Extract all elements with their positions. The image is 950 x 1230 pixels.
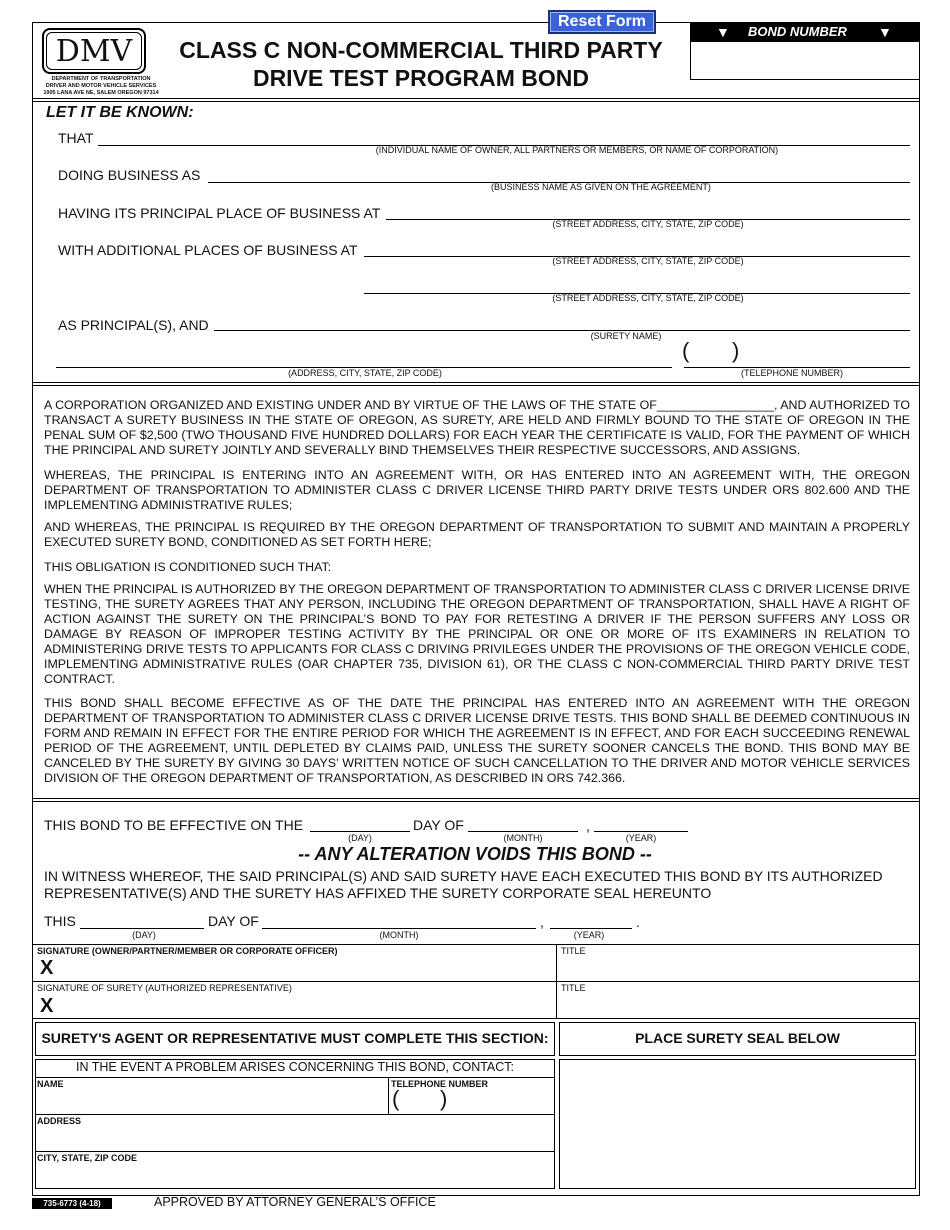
month-caption: (MONTH) bbox=[503, 833, 543, 843]
street-caption: (STREET ADDRESS, CITY, STATE, ZIP CODE) bbox=[552, 219, 744, 229]
address-caption: (ADDRESS, CITY, STATE, ZIP CODE) bbox=[288, 368, 442, 378]
witness-month-input[interactable] bbox=[262, 928, 536, 929]
effective-day-input[interactable] bbox=[310, 831, 410, 832]
surety-title-label: TITLE bbox=[561, 983, 586, 993]
divider bbox=[32, 101, 920, 102]
effective-month-input[interactable] bbox=[468, 831, 578, 832]
arrow-down-icon: ▼ bbox=[716, 24, 730, 40]
month-caption: (MONTH) bbox=[379, 930, 419, 940]
paragraph-surety-bond: A CORPORATION ORGANIZED AND EXISTING UNDER AND BY VIRTUE OF THE LAWS OF THE STATE OF_________________, AND AUTHORIZED TO TRANSACT A SURETY BUSINESS IN THE STATE OF OREGON, AS SURETY, ARE HELD AND FIRMLY BOUND TO THE STATE OF OREGON IN THE PENAL SUM OF $2,500 (TWO THOUSAND FIVE HUNDRED DOLLARS) FOR EACH YEAR THE CERTIFICATE IS VALID, FOR THE PAYMENT OF WHICH THE PRINCIPAL AND SURETY JOINTLY AND SEVERALLY BIND THEMSELVES THEIR RESPECTIVE SUCCESSORS, AND ASSIGNS. bbox=[44, 398, 910, 457]
dba-label: DOING BUSINESS AS bbox=[58, 167, 201, 183]
principals-label: AS PRINCIPAL(S), AND bbox=[58, 317, 209, 333]
paragraph-conditions: WHEN THE PRINCIPAL IS AUTHORIZED BY THE OREGON DEPARTMENT OF TRANSPORTATION TO ADMINISTER CLASS C DRIVER LICENSE DRIVE TESTING, THE SURETY AGREES THAT ANY PERSON, INCLUDING THE OREGON DEPARTMENT OF TRANSPORTATION, SHALL HAVE A RIGHT OF ACTION AGAINST THE SURETY ON THE PRINCIPAL’S BOND TO PAY FOR RETESTING A DRIVER IF THE PERSON SUFFERS ANY LOSS OR DAMAGE BY REASON OF IMPROPER TESTING ACTIVITY BY THE PRINCIPAL OR ONE OR MORE OF ITS EXAMINERS IN RELATION TO ADMINISTERING DRIVE TESTS TO APPLICANTS FOR CLASS C DRIVING PRIVILEGES UNDER THE PROVISIONS OF THE OREGON VEHICLE CODE, IMPLEMENTING ADMINISTRATIVE RULES (OAR CHAPTER 735, DIVISION 61), OR THE CLASS C NON-COMMERCIAL THIRD PARTY DRIVE TEST CONTRACT. bbox=[44, 582, 910, 686]
day-caption: (DAY) bbox=[348, 833, 372, 843]
effective-year-input[interactable] bbox=[594, 831, 688, 832]
divider bbox=[32, 981, 920, 982]
arrow-down-icon: ▼ bbox=[878, 24, 892, 40]
form-number: 735-6773 (4-18) bbox=[32, 1198, 112, 1209]
bond-number-label: BOND NUMBER bbox=[748, 24, 847, 39]
owner-signature-input[interactable] bbox=[60, 958, 550, 980]
phone-caption: (TELEPHONE NUMBER) bbox=[740, 368, 843, 378]
seal-heading: PLACE SURETY SEAL BELOW bbox=[635, 1030, 840, 1046]
divider bbox=[32, 944, 920, 945]
alteration-warning: -- ANY ALTERATION VOIDS THIS BOND -- bbox=[298, 844, 652, 864]
paragraph-and-whereas: AND WHEREAS, THE PRINCIPAL IS REQUIRED BY THE OREGON DEPARTMENT OF TRANSPORTATION TO SUBMIT AND MAINTAIN A PROPERLY EXECUTED SURETY BOND, CONDITIONED AS SET FORTH HERE; bbox=[44, 520, 910, 549]
agent-city-input[interactable] bbox=[37, 1164, 551, 1186]
telephone-label: TELEPHONE NUMBER bbox=[391, 1079, 489, 1089]
paren-close: ) bbox=[732, 338, 740, 363]
year-caption: (YEAR) bbox=[625, 833, 657, 843]
owner-x-mark: X bbox=[40, 957, 54, 979]
dmv-logo: DMV bbox=[46, 32, 142, 70]
agent-phone-input[interactable] bbox=[404, 1086, 552, 1112]
street-caption: (STREET ADDRESS, CITY, STATE, ZIP CODE) bbox=[552, 256, 744, 266]
dept-line-2: DRIVER AND MOTOR VEHICLE SERVICES bbox=[45, 83, 157, 89]
name-label: NAME bbox=[37, 1079, 64, 1089]
witness-year-input[interactable] bbox=[550, 928, 632, 929]
agent-heading: SURETY'S AGENT OR REPRESENTATIVE MUST COMPLETE THIS SECTION: bbox=[41, 1030, 549, 1046]
street-caption: (STREET ADDRESS, CITY, STATE, ZIP CODE) bbox=[552, 293, 744, 303]
effective-day-of: DAY OF bbox=[413, 817, 464, 833]
principal-place-label: HAVING ITS PRINCIPAL PLACE OF BUSINESS AT bbox=[58, 205, 381, 221]
that-caption: (INDIVIDUAL NAME OF OWNER, ALL PARTNERS OR MEMBERS, OR NAME OF CORPORATION) bbox=[375, 145, 779, 155]
effective-lead: THIS BOND TO BE EFFECTIVE ON THE bbox=[44, 817, 304, 833]
dba-caption: (BUSINESS NAME AS GIVEN ON THE AGREEMENT) bbox=[491, 182, 711, 192]
agent-name-input[interactable] bbox=[37, 1090, 385, 1112]
divider bbox=[32, 98, 920, 99]
surety-seal-area bbox=[559, 1059, 916, 1189]
paragraph-effective-terms: THIS BOND SHALL BECOME EFFECTIVE AS OF THE DATE THE PRINCIPAL HAS ENTERED INTO AN AGREEMENT WITH THE OREGON DEPARTMENT OF TRANSPORTATION TO ADMINISTER CLASS C DRIVER LICENSE DRIVE TESTS. THIS BOND SHALL BE DEEMED CONTINUOUS IN FORM AND REMAIN IN EFFECT FOR THE ENTIRE PERIOD FOR WHICH THE AGREEMENT IS IN EFFECT, AND FOR EACH SUCCEEDING RENEWAL PERIOD OF THE AGREEMENT, UNTIL DEPLETED BY CLAIMS PAID, UNLESS THE SURETY SOONER CANCELS THE BOND. THIS BOND MAY BE CANCELED BY THE SURETY BY GIVING 30 DAYS’ WRITTEN NOTICE OF SUCH CANCELLATION TO THE DRIVER AND MOTOR VEHICLE SERVICES DIVISION OF THE OREGON DEPARTMENT OF TRANSPORTATION, AS DESCRIBED IN ORS 742.366. bbox=[44, 696, 910, 785]
bond-number-input[interactable] bbox=[690, 42, 920, 80]
contact-instructions: IN THE EVENT A PROBLEM ARISES CONCERNING THIS BOND, CONTACT: bbox=[75, 1060, 515, 1074]
bond-number-header bbox=[690, 22, 920, 42]
divider bbox=[32, 382, 920, 383]
period: . bbox=[636, 914, 640, 930]
divider bbox=[35, 1114, 555, 1115]
divider bbox=[35, 1077, 555, 1078]
comma: , bbox=[586, 818, 590, 834]
witness-day-of: DAY OF bbox=[208, 913, 259, 929]
divider bbox=[35, 1151, 555, 1152]
day-caption: (DAY) bbox=[132, 930, 156, 940]
page-title bbox=[156, 36, 686, 92]
paren-open: ( bbox=[392, 1086, 400, 1111]
paragraph-whereas: WHEREAS, THE PRINCIPAL IS ENTERING INTO AN AGREEMENT WITH, OR HAS ENTERED INTO AN AGREEMENT WITH, THE OREGON DEPARTMENT OF TRANSPORTATION TO ADMINISTER CLASS C DRIVER LICENSE THIRD PARTY DRIVE TESTS UNDER ORS 802.600 AND THE IMPLEMENTING ADMINISTRATIVE RULES; bbox=[44, 468, 910, 512]
divider bbox=[388, 1077, 389, 1114]
title-line-2: DRIVE TEST PROGRAM BOND bbox=[252, 65, 590, 91]
surety-x-mark: X bbox=[40, 995, 54, 1017]
surety-signature-input[interactable] bbox=[60, 995, 550, 1017]
this-label: THIS bbox=[44, 913, 76, 929]
witness-day-input[interactable] bbox=[80, 928, 204, 929]
address-label: ADDRESS bbox=[37, 1116, 82, 1126]
divider bbox=[32, 798, 920, 799]
surety-title-input[interactable] bbox=[561, 995, 915, 1017]
owner-title-input[interactable] bbox=[561, 958, 915, 980]
city-label: CITY, STATE, ZIP CODE bbox=[37, 1153, 138, 1163]
divider bbox=[32, 1018, 920, 1019]
that-label: THAT bbox=[58, 130, 94, 146]
known-heading: LET IT BE KNOWN: bbox=[46, 104, 194, 121]
additional-places-label: WITH ADDITIONAL PLACES OF BUSINESS AT bbox=[58, 242, 358, 258]
agent-address-input[interactable] bbox=[37, 1127, 551, 1149]
paragraph-obligation: THIS OBLIGATION IS CONDITIONED SUCH THAT: bbox=[44, 560, 332, 574]
approval-note: APPROVED BY ATTORNEY GENERAL’S OFFICE bbox=[154, 1195, 436, 1209]
paren-open: ( bbox=[682, 338, 690, 363]
divider bbox=[32, 385, 920, 386]
surety-signature-label: SIGNATURE OF SURETY (AUTHORIZED REPRESENTATIVE) bbox=[37, 983, 292, 993]
owner-signature-label: SIGNATURE (OWNER/PARTNER/MEMBER OR CORPORATE OFFICER) bbox=[37, 946, 338, 956]
owner-title-label: TITLE bbox=[561, 946, 586, 956]
paren-close: ) bbox=[440, 1086, 448, 1111]
reset-form-button[interactable]: Reset Form bbox=[548, 10, 656, 34]
title-line-1: CLASS C NON-COMMERCIAL THIRD PARTY bbox=[179, 37, 663, 63]
dept-line-1: DEPARTMENT OF TRANSPORTATION bbox=[51, 76, 151, 82]
witness-text: IN WITNESS WHEREOF, THE SAID PRINCIPAL(S) AND SAID SURETY HAVE EACH EXECUTED THIS BOND BY ITS AUTHORIZED REPRESENTATIVE(S) AND THE SURETY HAS AFFIXED THE SURETY CORPORATE SEAL HEREUNTO bbox=[44, 868, 883, 901]
surety-name-input[interactable] bbox=[214, 330, 910, 331]
dept-address: 1905 LANA AVE NE, SALEM OREGON 97314 bbox=[43, 90, 159, 96]
comma: , bbox=[540, 914, 544, 930]
divider bbox=[32, 801, 920, 802]
surety-caption: (SURETY NAME) bbox=[590, 331, 662, 341]
year-caption: (YEAR) bbox=[573, 930, 605, 940]
